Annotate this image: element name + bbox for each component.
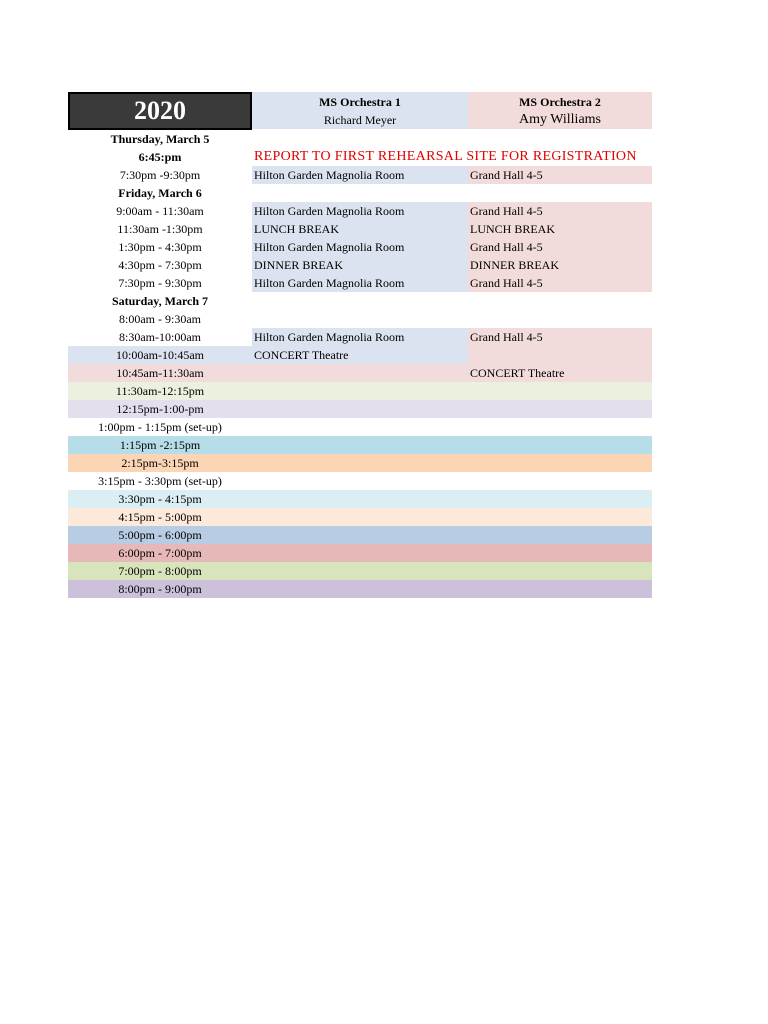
orchestra2-cell: Grand Hall 4-5 [468,202,652,220]
time-cell: 11:30am-12:15pm [115,384,205,398]
orchestra2-cell [468,526,652,544]
orchestra1-cell [252,508,468,526]
orchestra2-cell [468,436,652,454]
orchestra2-cell: Grand Hall 4-5 [468,274,652,292]
orchestra1-director: Richard Meyer [323,113,397,127]
time-cell: 6:00pm - 7:00pm [118,546,202,560]
time-cell: 1:15pm -2:15pm [119,438,201,452]
orchestra1-cell: Hilton Garden Magnolia Room [252,274,468,292]
table-row [68,346,652,364]
time-cell: 4:30pm - 7:30pm [118,258,202,272]
table-row [68,418,652,436]
orchestra1-cell [252,454,468,472]
time-cell: 7:30pm -9:30pm [119,168,201,182]
orchestra2-cell [468,346,652,364]
orchestra1-cell [252,292,468,310]
table-row [68,238,652,256]
time-cell: 12:15pm-1:00-pm [116,402,204,416]
orchestra2-cell [468,508,652,526]
header-row [68,92,652,130]
orchestra1-cell [252,562,468,580]
time-cell: 11:30am -1:30pm [117,222,203,236]
table-row [68,292,652,310]
orchestra1-cell [252,472,468,490]
table-row [68,526,652,544]
orchestra1-cell [252,130,468,148]
orchestra2-cell [468,310,652,328]
orchestra1-cell: Hilton Garden Magnolia Room [252,202,468,220]
time-cell: 10:00am-10:45am [68,346,252,364]
table-row [68,544,652,562]
time-cell: 3:30pm - 4:15pm [118,492,202,506]
table-row [68,166,652,184]
orchestra2-cell [468,382,652,400]
orchestra1-cell [252,544,468,562]
orchestra2-header [468,92,652,129]
table-row [68,364,652,382]
table-row [68,202,652,220]
orchestra1-cell: CONCERT Theatre [252,346,468,364]
table-row [68,382,652,400]
orchestra1-title: MS Orchestra 1 [319,95,401,109]
year-cell: 2020 [68,92,252,130]
table-row [68,562,652,580]
orchestra2-cell [468,490,652,508]
orchestra1-cell: Hilton Garden Magnolia Room [252,238,468,256]
orchestra2-cell [468,400,652,418]
time-cell: 3:15pm - 3:30pm (set-up) [98,474,222,488]
time-cell: 9:00am - 11:30am [116,204,204,218]
orchestra1-cell [252,490,468,508]
orchestra2-cell [468,580,652,598]
orchestra1-cell [252,310,468,328]
table-row [68,472,652,490]
table-row [68,184,652,202]
time-cell: 2:15pm-3:15pm [121,456,199,470]
orchestra2-cell: CONCERT Theatre [470,366,565,380]
orchestra2-cell: LUNCH BREAK [468,220,652,238]
time-cell: 4:15pm - 5:00pm [118,510,202,524]
orchestra2-cell [468,130,652,148]
orchestra1-cell: LUNCH BREAK [252,220,468,238]
time-cell: 6:45:pm [138,150,182,164]
orchestra2-cell: Grand Hall 4-5 [468,328,652,346]
orchestra1-cell [252,436,468,454]
day-heading: Saturday, March 7 [111,294,209,308]
table-row [68,454,652,472]
table-row [68,508,652,526]
table-row [68,274,652,292]
table-row [68,328,652,346]
time-cell: 1:30pm - 4:30pm [118,240,202,254]
schedule-rows [68,130,652,598]
orchestra1-cell [252,580,468,598]
time-cell: 8:00pm - 9:00pm [118,582,202,596]
orchestra1-cell [252,400,468,418]
orchestra2-cell: DINNER BREAK [468,256,652,274]
orchestra1-header [252,92,468,129]
table-row [68,400,652,418]
table-row [68,220,652,238]
time-cell: 10:45am-11:30am [116,366,204,380]
time-cell: 1:00pm - 1:15pm (set-up) [98,420,222,434]
table-row [68,310,652,328]
table-row [68,130,652,148]
orchestra1-cell [252,526,468,544]
orchestra1-cell: Hilton Garden Magnolia Room [252,166,468,184]
time-cell: 7:30pm - 9:30pm [118,276,202,290]
orchestra2-cell: Grand Hall 4-5 [468,238,652,256]
orchestra2-title: MS Orchestra 2 [519,95,601,109]
registration-notice: REPORT TO FIRST REHEARSAL SITE FOR REGISTRATION [254,149,637,164]
orchestra2-cell: Grand Hall 4-5 [468,166,652,184]
orchestra1-cell: DINNER BREAK [252,256,468,274]
orchestra1-cell [252,364,468,382]
table-row [68,580,652,598]
orchestra2-cell [468,544,652,562]
schedule-sheet [68,92,652,598]
table-row [68,148,652,166]
orchestra2-cell [468,184,652,202]
orchestra2-cell [468,292,652,310]
time-cell: 5:00pm - 6:00pm [118,528,202,542]
time-cell: 7:00pm - 8:00pm [118,564,202,578]
orchestra2-cell [468,562,652,580]
orchestra2-cell [468,472,652,490]
orchestra1-cell [252,184,468,202]
table-row [68,256,652,274]
table-row [68,436,652,454]
time-cell: 8:30am-10:00am [119,330,201,344]
orchestra1-cell [252,382,468,400]
orchestra2-cell [468,418,652,436]
orchestra1-cell [252,418,468,436]
orchestra1-cell: Hilton Garden Magnolia Room [252,328,468,346]
table-row [68,490,652,508]
day-heading: Thursday, March 5 [110,132,210,146]
time-cell: 8:00am - 9:30am [119,312,201,326]
day-heading: Friday, March 6 [118,186,202,200]
orchestra2-cell [468,454,652,472]
orchestra2-director: Amy Williams [518,112,601,127]
